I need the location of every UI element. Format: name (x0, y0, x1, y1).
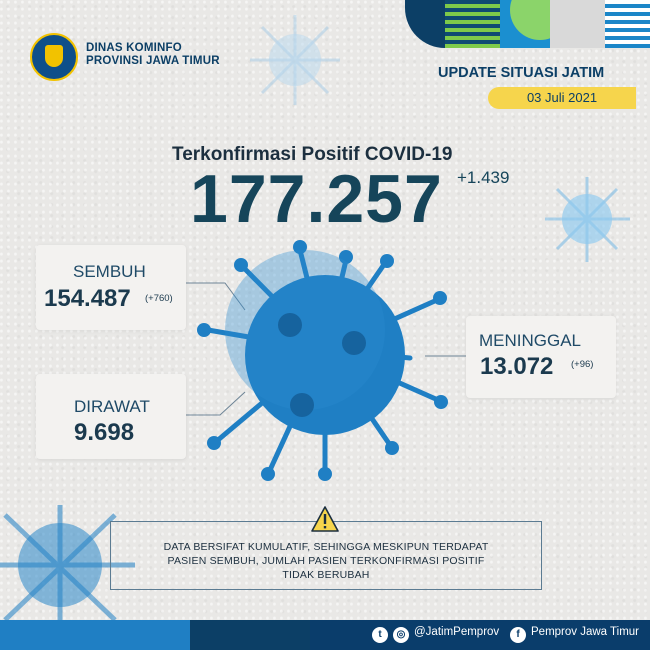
treated-label: DIRAWAT (74, 397, 150, 416)
update-title: UPDATE SITUASI JATIM (438, 65, 605, 81)
recovered-delta: (+760) (145, 293, 173, 304)
facebook-icon[interactable]: f (510, 627, 526, 643)
footer-band (190, 620, 310, 650)
treated-value: 9.698 (74, 419, 135, 446)
agency-line1: DINAS KOMINFO (86, 42, 182, 54)
confirmed-delta: +1.439 (457, 168, 510, 187)
date-badge: 03 Juli 2021 (488, 87, 636, 109)
social-handle[interactable]: @JatimPemprov (414, 626, 500, 638)
treated-card (36, 374, 186, 459)
note-line2: PASIEN SEMBUH, JUMLAH PASIEN TERKONFIRMASI POSITIF (167, 555, 485, 567)
recovered-value: 154.487 (44, 285, 131, 312)
note-line3: TIDAK BERUBAH (282, 569, 370, 581)
recovered-card (36, 245, 186, 330)
virus-receptor (290, 393, 314, 417)
virus-receptor (278, 313, 302, 337)
recovered-label: SEMBUH (73, 262, 146, 281)
footer-band (0, 620, 190, 650)
deceased-label: MENINGGAL (479, 331, 582, 350)
deceased-card (466, 316, 616, 398)
deceased-value: 13.072 (480, 353, 554, 380)
instagram-icon[interactable]: ◎ (393, 627, 409, 643)
virus-receptor (342, 331, 366, 355)
footer-bar (0, 620, 650, 650)
confirmed-total: 177.257 (190, 161, 443, 237)
facebook-page[interactable]: Pemprov Jawa Timur (531, 626, 640, 638)
twitter-icon[interactable]: t (372, 627, 388, 643)
virus-highlight (225, 250, 385, 410)
confirmed-label: Terkonfirmasi Positif COVID-19 (172, 144, 453, 165)
warning-icon (310, 505, 340, 533)
agency-line2: PROVINSI JAWA TIMUR (86, 55, 220, 67)
deceased-delta: (+96) (571, 359, 594, 370)
note-line1: DATA BERSIFAT KUMULATIF, SEHINGGA MESKIPUN TERDAPAT (163, 541, 489, 553)
